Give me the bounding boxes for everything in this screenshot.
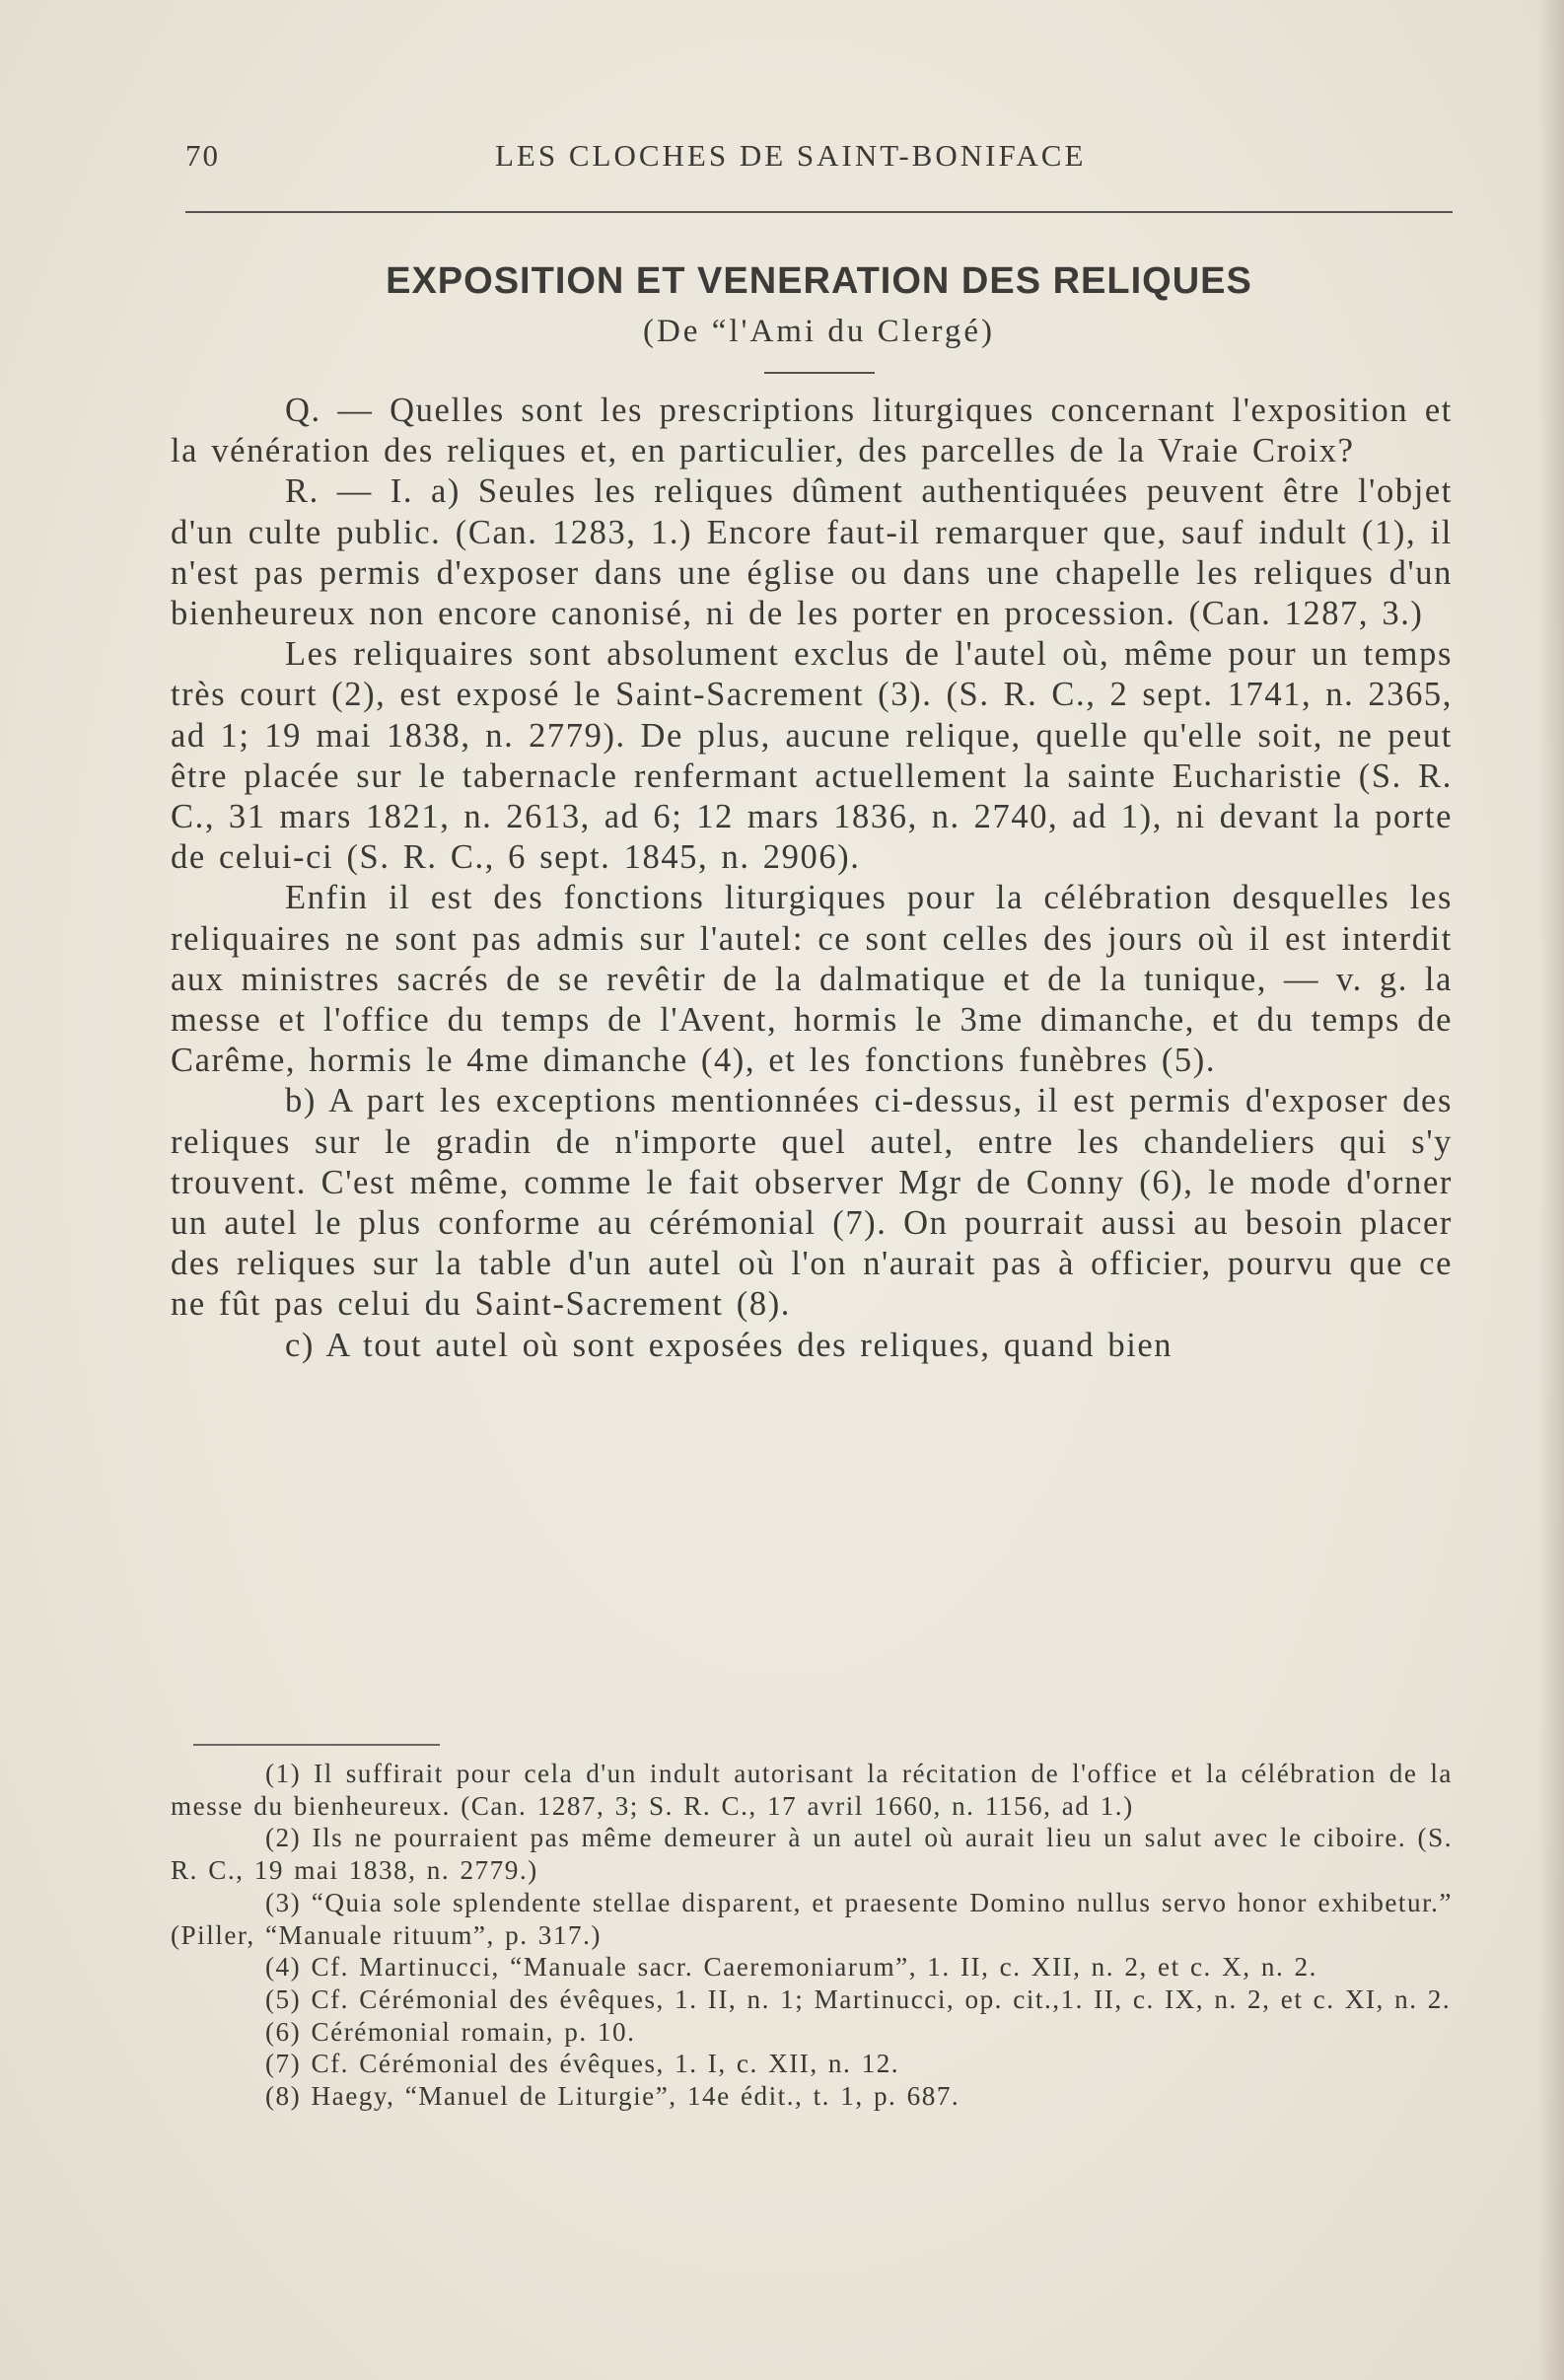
footnote: (5) Cf. Cérémonial des évêques, 1. II, n. 1; Martinucci, op. cit.,1. II, c. IX, n. 2, et c. XI, n. 2. bbox=[265, 1983, 1452, 2014]
paragraph: Q. — Quelles sont les prescriptions liturgiques concernant l'exposition et la vénération des reliques et, en particulier, des parcelles de la Vraie Croix? bbox=[171, 392, 1453, 470]
footnote: (4) Cf. Martinucci, “Manuale sacr. Caeremoniarum”, 1. II, c. XII, n. 2, et c. X, n. 2. bbox=[265, 1952, 1317, 1983]
footnote-rule bbox=[193, 1744, 440, 1746]
paragraph: R. — I. a) Seules les reliques dûment authentiquées peuvent être l'objet d'un culte public. (Can. 1283, 1.) Encore faut-il remarquer que, sauf indult (1), il n'est pas permis d'exposer dans une église ou dans une chapelle les reliques d'un bienheureux non encore canonisé, ni de les porter en procession. (Can. 1287, 3.) bbox=[171, 472, 1453, 633]
footnote: (2) Ils ne pourraient pas même demeurer à un autel où aurait lieu un salut avec le ciboire. (S. R. C., 19 mai 1838, n. 2779.) bbox=[171, 1823, 1453, 1886]
title-rule bbox=[764, 372, 875, 374]
footnote: (6) Cérémonial romain, p. 10. bbox=[265, 2016, 636, 2047]
running-title: LES CLOCHES DE SAINT-BONIFACE bbox=[495, 138, 1087, 173]
paragraph: Enfin il est des fonctions liturgiques pour la célébration desquelles les reliquaires ne sont pas admis sur l'autel: ce sont celles des jours où il est interdit aux ministres sacrés de se revêtir de la dalmatique et de la tunique, — v. g. la messe et l'office du temps de l'Avent, hormis le 3me dimanche, et du temps de Carême, hormis le 4me dimanche (4), et les fonctions funèbres (5). bbox=[171, 879, 1453, 1080]
paragraph: b) A part les exceptions mentionnées ci-dessus, il est permis d'exposer des reliques sur le gradin de n'importe quel autel, entre les chandeliers qui s'y trouvent. C'est même, comme le fait observer Mgr de Conny (6), le mode d'orner un autel le plus conforme au cérémonial (7). On pourrait aussi au besoin placer des reliques sur la table d'un autel où l'on n'aurait pas à officier, pourvu que ce ne fût pas celui du Saint-Sacrement (8). bbox=[171, 1082, 1453, 1324]
article-body bbox=[171, 391, 1453, 1366]
article-subtitle: (De “l'Ami du Clergé) bbox=[642, 314, 995, 349]
paragraph: c) A tout autel où sont exposées des reliques, quand bien bbox=[285, 1326, 1173, 1364]
footnotes bbox=[171, 1758, 1453, 2113]
running-header bbox=[185, 138, 1453, 178]
paragraph: Les reliquaires sont absolument exclus de l'autel où, même pour un temps très court (2), est exposé le Saint-Sacrement (3). (S. R. C., 2 sept. 1741, n. 2365, ad 1; 19 mai 1838, n. 2779). De plus, aucune relique, quelle qu'elle soit, ne peut être placée sur le tabernacle renfermant actuellement la sainte Eucharistie (S. R. C., 31 mars 1821, n. 2613, ad 6; 12 mars 1836, n. 2740, ad 1), ni devant la porte de celui-ci (S. R. C., 6 sept. 1845, n. 2906). bbox=[171, 635, 1453, 877]
footnote: (7) Cf. Cérémonial des évêques, 1. I, c. XII, n. 12. bbox=[265, 2049, 900, 2079]
footnote: (1) Il suffirait pour cela d'un indult autorisant la récitation de l'office et la célébration de la messe du bienheureux. (Can. 1287, 3; S. R. C., 17 avril 1660, n. 1156, ad 1.) bbox=[171, 1759, 1453, 1821]
page-number: 70 bbox=[185, 138, 220, 173]
page-edge-shadow bbox=[1538, 0, 1564, 2380]
footnote: (3) “Quia sole splendente stellae disparent, et praesente Domino nullus servo honor exhibetur.” (Piller, “Manuale rituum”, p. 317.) bbox=[171, 1887, 1453, 1950]
header-rule bbox=[185, 211, 1453, 213]
footnote: (8) Haegy, “Manuel de Liturgie”, 14e édit., t. 1, p. 687. bbox=[265, 2081, 960, 2112]
article-title: EXPOSITION ET VENERATION DES RELIQUES bbox=[386, 260, 1252, 302]
